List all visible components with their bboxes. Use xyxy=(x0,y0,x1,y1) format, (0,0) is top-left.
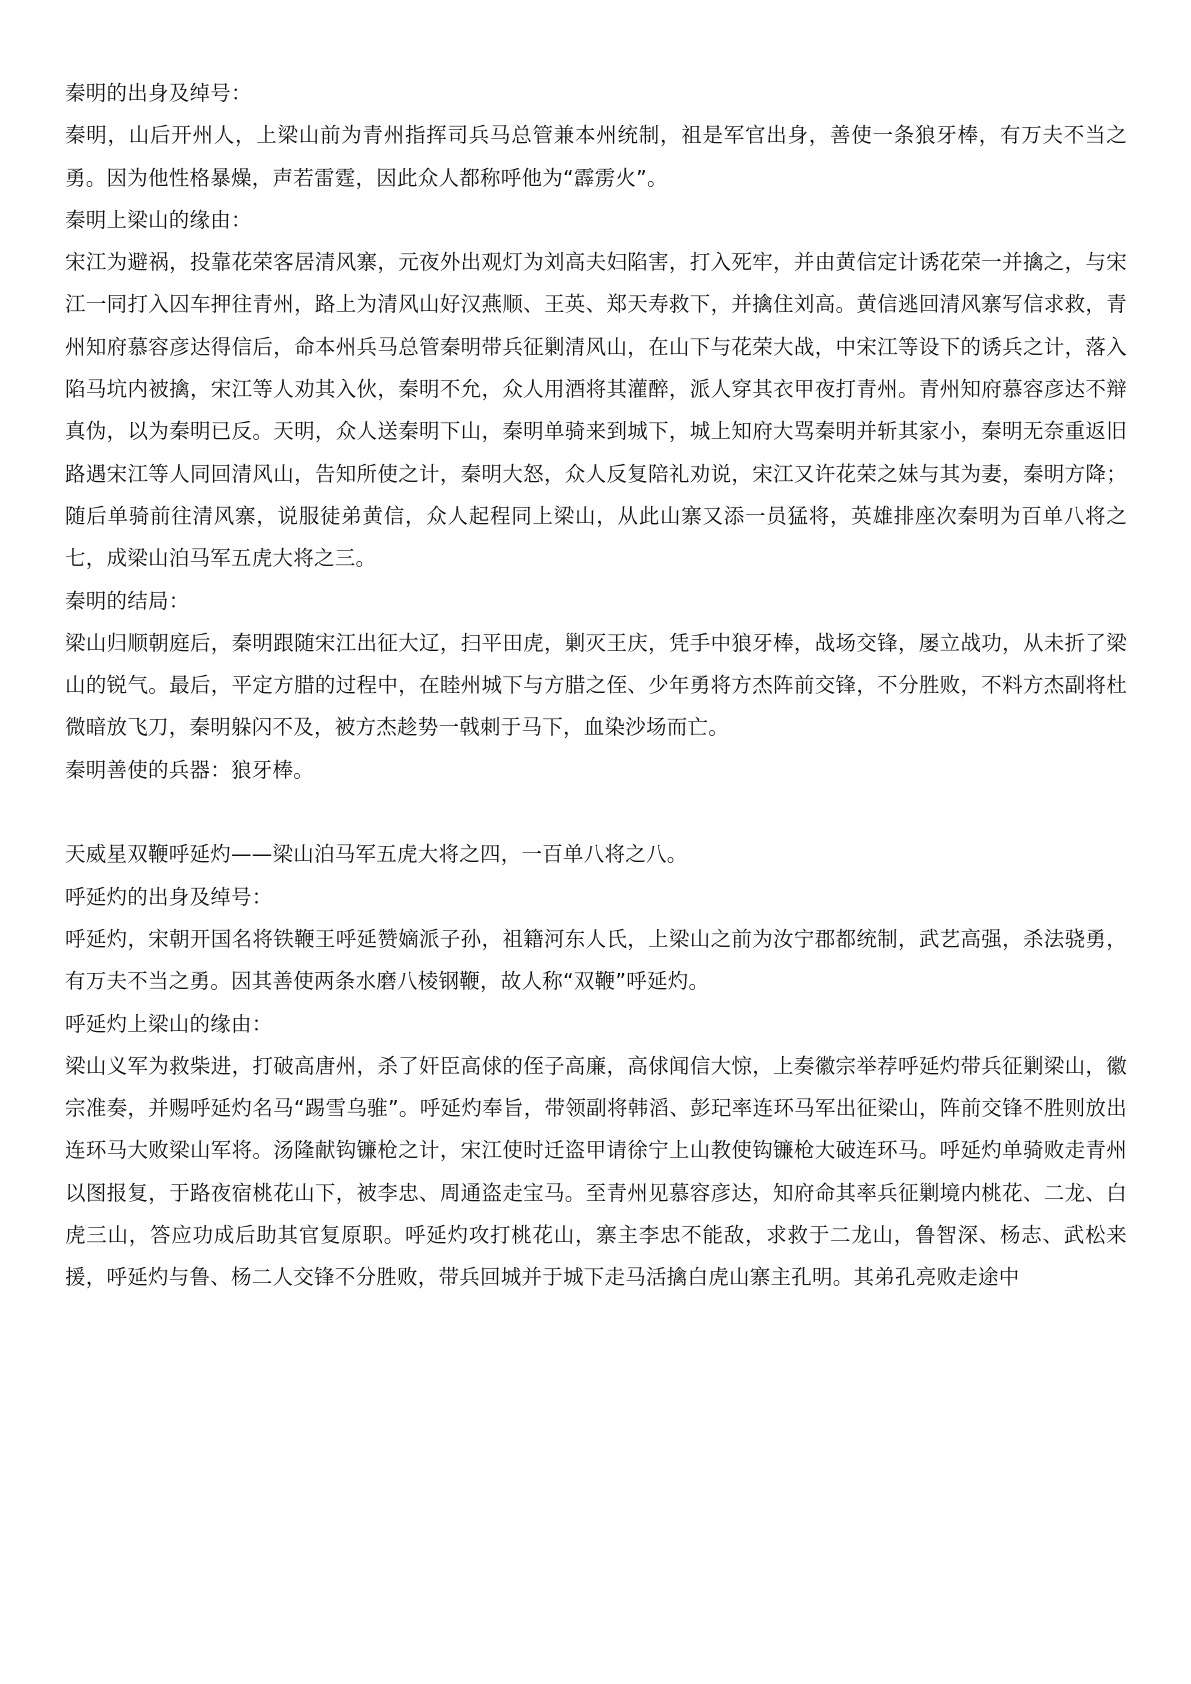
huyanzhuo-reason-paragraph: 梁山义军为救柴进，打破高唐州，杀了奸臣高俅的侄子高廉，高俅闻信大惊，上奏徽宗举荐呼延灼带兵征剿梁山，徽宗准奏，并赐呼延灼名马“踢雪乌骓”。呼延灼奉旨，带领副将韩滔、彭玘率连环马军出征梁山，阵前交锋不胜则放出连环马大败梁山军将。汤隆献钩镰枪之计，宋江使时迁盗甲请徐宁上山教使钩镰枪大破连环马。呼延灼单骑败走青州以图报复，于路夜宿桃花山下，被李忠、周通盗走宝马。至青州见慕容彦达，知府命其率兵征剿境内桃花、二龙、白虎三山，答应功成后助其官复原职。呼延灼攻打桃花山，寨主李忠不能敌，求救于二龙山，鲁智深、杨志、武松来援，呼延灼与鲁、杨二人交锋不分胜败，带兵回城并于城下走马活擒白虎山寨主孔明。其弟孔亮败走途中 xyxy=(65,1053,1127,1290)
qinming-weapon-line: 秦明善使的兵器：狼牙棒。 xyxy=(65,757,314,782)
qinming-reason-paragraph: 宋江为避祸，投靠花荣客居清风寨，元夜外出观灯为刘高夫妇陷害，打入死牢，并由黄信定计诱花荣一并擒之，与宋江一同打入囚车押往青州，路上为清风山好汉燕顺、王英、郑天寿救下，并擒住刘高。黄信逃回清风寨写信求救，青州知府慕容彦达得信后，命本州兵马总管秦明带兵征剿清风山，在山下与花荣大战，中宋江等设下的诱兵之计，落入陷马坑内被擒，宋江等人劝其入伙，秦明不允，众人用酒将其灌醉，派人穿其衣甲夜打青州。青州知府慕容彦达不辩真伪，以为秦明已反。天明，众人送秦明下山，秦明单骑来到城下，城上知府大骂秦明并斩其家小，秦明无奈重返旧路遇宋江等人同回清风山，告知所使之计，秦明大怒，众人反复陪礼劝说，宋江又许花荣之妹与其为妻，秦明方降；随后单骑前往清风寨，说服徒弟黄信，众人起程同上梁山，从此山寨又添一员猛将，英雄排座次秦明为百单八将之七，成梁山泊马军五虎大将之三。 xyxy=(65,250,1127,571)
qinming-origin-paragraph: 秦明，山后开州人，上梁山前为青州指挥司兵马总管兼本州统制，祖是军官出身，善使一条狼牙棒，有万夫不当之勇。因为他性格暴燥，声若雷霆，因此众人都称呼他为“霹雳火”。 xyxy=(65,123,1127,190)
huyanzhuo-origin-paragraph: 呼延灼，宋朝开国名将铁鞭王呼延赞嫡派子孙，祖籍河东人氏，上梁山之前为汝宁郡都统制，武艺高强，杀法骁勇，有万夫不当之勇。因其善使两条水磨八棱钢鞭，故人称“双鞭”呼延灼。 xyxy=(65,926,1127,994)
qinming-ending-paragraph: 梁山归顺朝庭后，秦明跟随宋江出征大辽，扫平田虎，剿灭王庆，凭手中狼牙棒，战场交锋，屡立战功，从未折了梁山的锐气。最后，平定方腊的过程中，在睦州城下与方腊之侄、少年勇将方杰阵前交锋，不分胜败，不料方杰副将杜微暗放飞刀，秦明躲闪不及，被方杰趁势一戟刺于马下，血染沙场而亡。 xyxy=(65,630,1127,740)
qinming-ending-heading: 秦明的结局： xyxy=(65,588,190,613)
section-spacer xyxy=(65,791,1127,833)
huyanzhuo-title-line: 天威星双鞭呼延灼——梁山泊马军五虎大将之四，一百单八将之八。 xyxy=(65,842,688,867)
qinming-reason-heading: 秦明上梁山的缘由： xyxy=(65,207,252,232)
qinming-origin-heading: 秦明的出身及绰号： xyxy=(65,81,252,105)
document-body xyxy=(65,72,1127,1299)
huyanzhuo-reason-heading: 呼延灼上梁山的缘由： xyxy=(65,1011,273,1036)
huyanzhuo-origin-heading: 呼延灼的出身及绰号： xyxy=(65,884,273,909)
